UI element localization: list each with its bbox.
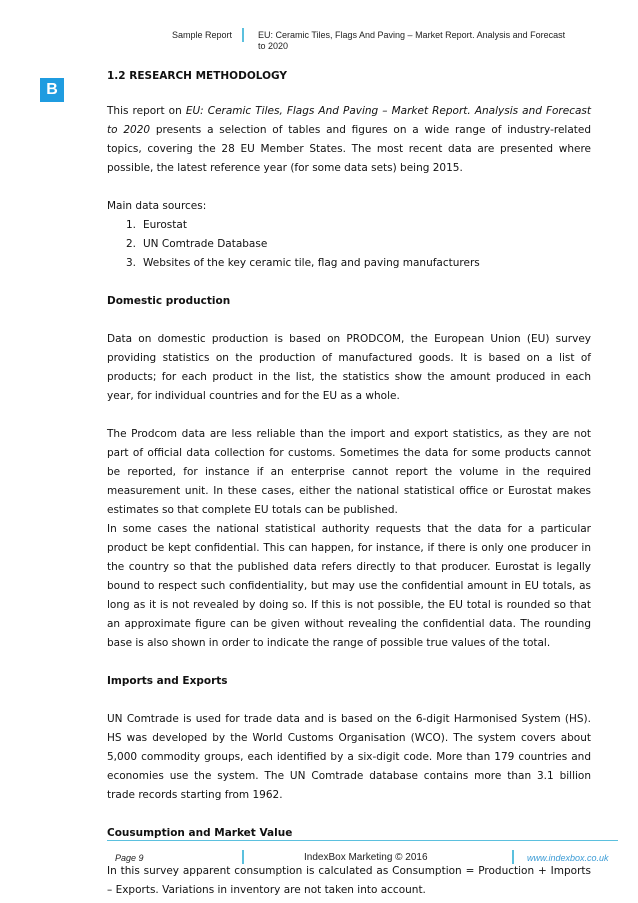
- list-item-text: Websites of the key ceramic tile, flag and paving manufacturers: [143, 257, 480, 269]
- domestic-heading: Domestic production: [107, 295, 231, 307]
- list-item: [126, 235, 591, 254]
- header-report-type: Sample Report: [171, 30, 232, 40]
- intro-report-name: EU: Ceramic Tiles, Flags And Paving – Market Report. Analysis and Forecast to 2020: [107, 105, 591, 136]
- footer-divider: [242, 850, 244, 864]
- intro-text-end: presents a selection of tables and figures on a wide range of industry-related topics, covering the 28 EU Member States. The most recent data are presented where possible, the latest reference year (for some data sets) being 2015.: [107, 124, 591, 174]
- domestic-paragraph-1: Data on domestic production is based on PRODCOM, the European Union (EU) survey providing statistics on the production of manufactured goods. It is based on a list of products; for each product in the list, the statistics show the amount produced in each year, for individual countries and for the EU as a whole.: [107, 333, 591, 402]
- footer-divider: [512, 850, 514, 864]
- consumption-heading: Cousumption and Market Value: [107, 827, 293, 839]
- footer-copyright: IndexBox Marketing © 2016: [304, 852, 428, 863]
- brand-logo: B: [40, 78, 64, 102]
- section-title: 1.2 RESEARCH METHODOLOGY: [107, 70, 287, 82]
- list-item-text: UN Comtrade Database: [143, 238, 268, 250]
- header-divider: [242, 28, 244, 42]
- consumption-paragraph: In this survey apparent consumption is calculated as Consumption = Production + Imports – Exports. Variations in inventory are not taken into account.: [107, 865, 591, 896]
- intro-paragraph: [107, 102, 591, 178]
- list-item-number: 1.: [126, 219, 137, 231]
- footer-website-link[interactable]: www.indexbox.co.uk: [527, 853, 609, 863]
- domestic-paragraph-2: The Prodcom data are less reliable than the import and export statistics, as they are not part of official data collection for customs. Sometimes the data for some products cannot be reported, for instance if an enterprise cannot report the volume in the required measurement unit. In these cases, either the national statistical office or Eurostat makes estimates so that complete EU totals can be published.: [107, 428, 591, 516]
- list-item-number: 2.: [126, 238, 137, 250]
- trade-paragraph: UN Comtrade is used for trade data and is based on the 6-digit Harmonised System (HS). HS was developed by the World Customs Organisation (WCO). The system covers about 5,000 commodity groups, each identified by a six-digit code. More than 179 countries and economies use the system. The UN Comtrade database contains more than 3.1 billion trade records starting from 1962.: [107, 713, 591, 801]
- list-item-number: 3.: [126, 257, 137, 269]
- page-number: Page 9: [115, 853, 144, 863]
- list-item: [126, 254, 591, 273]
- list-item-text: Eurostat: [143, 219, 187, 231]
- domestic-paragraph-3: In some cases the national statistical authority requests that the data for a particular product be kept confidential. This can happen, for instance, if there is only one producer in the country so that the published data refers directly to that producer. Eurostat is legally bound to respect such confidentiality, but may use the confidential amount in EU totals, as long as it is not revealed by doing so. If this is not possible, the EU total is rounded so that an approximate figure can be given without revealing the confidential data. The rounding base is also shown in order to indicate the range of possible true values of the total.: [107, 523, 591, 649]
- intro-text-start: This report on: [107, 105, 186, 117]
- header-report-title: EU: Ceramic Tiles, Flags And Paving – Market Report. Analysis and Forecast to 2020: [258, 30, 566, 51]
- footer-rule: [107, 840, 618, 841]
- page-content: [107, 64, 591, 900]
- sources-list: [107, 216, 591, 273]
- sources-label: Main data sources:: [107, 200, 207, 212]
- list-item: [126, 216, 591, 235]
- trade-heading: Imports and Exports: [107, 675, 228, 687]
